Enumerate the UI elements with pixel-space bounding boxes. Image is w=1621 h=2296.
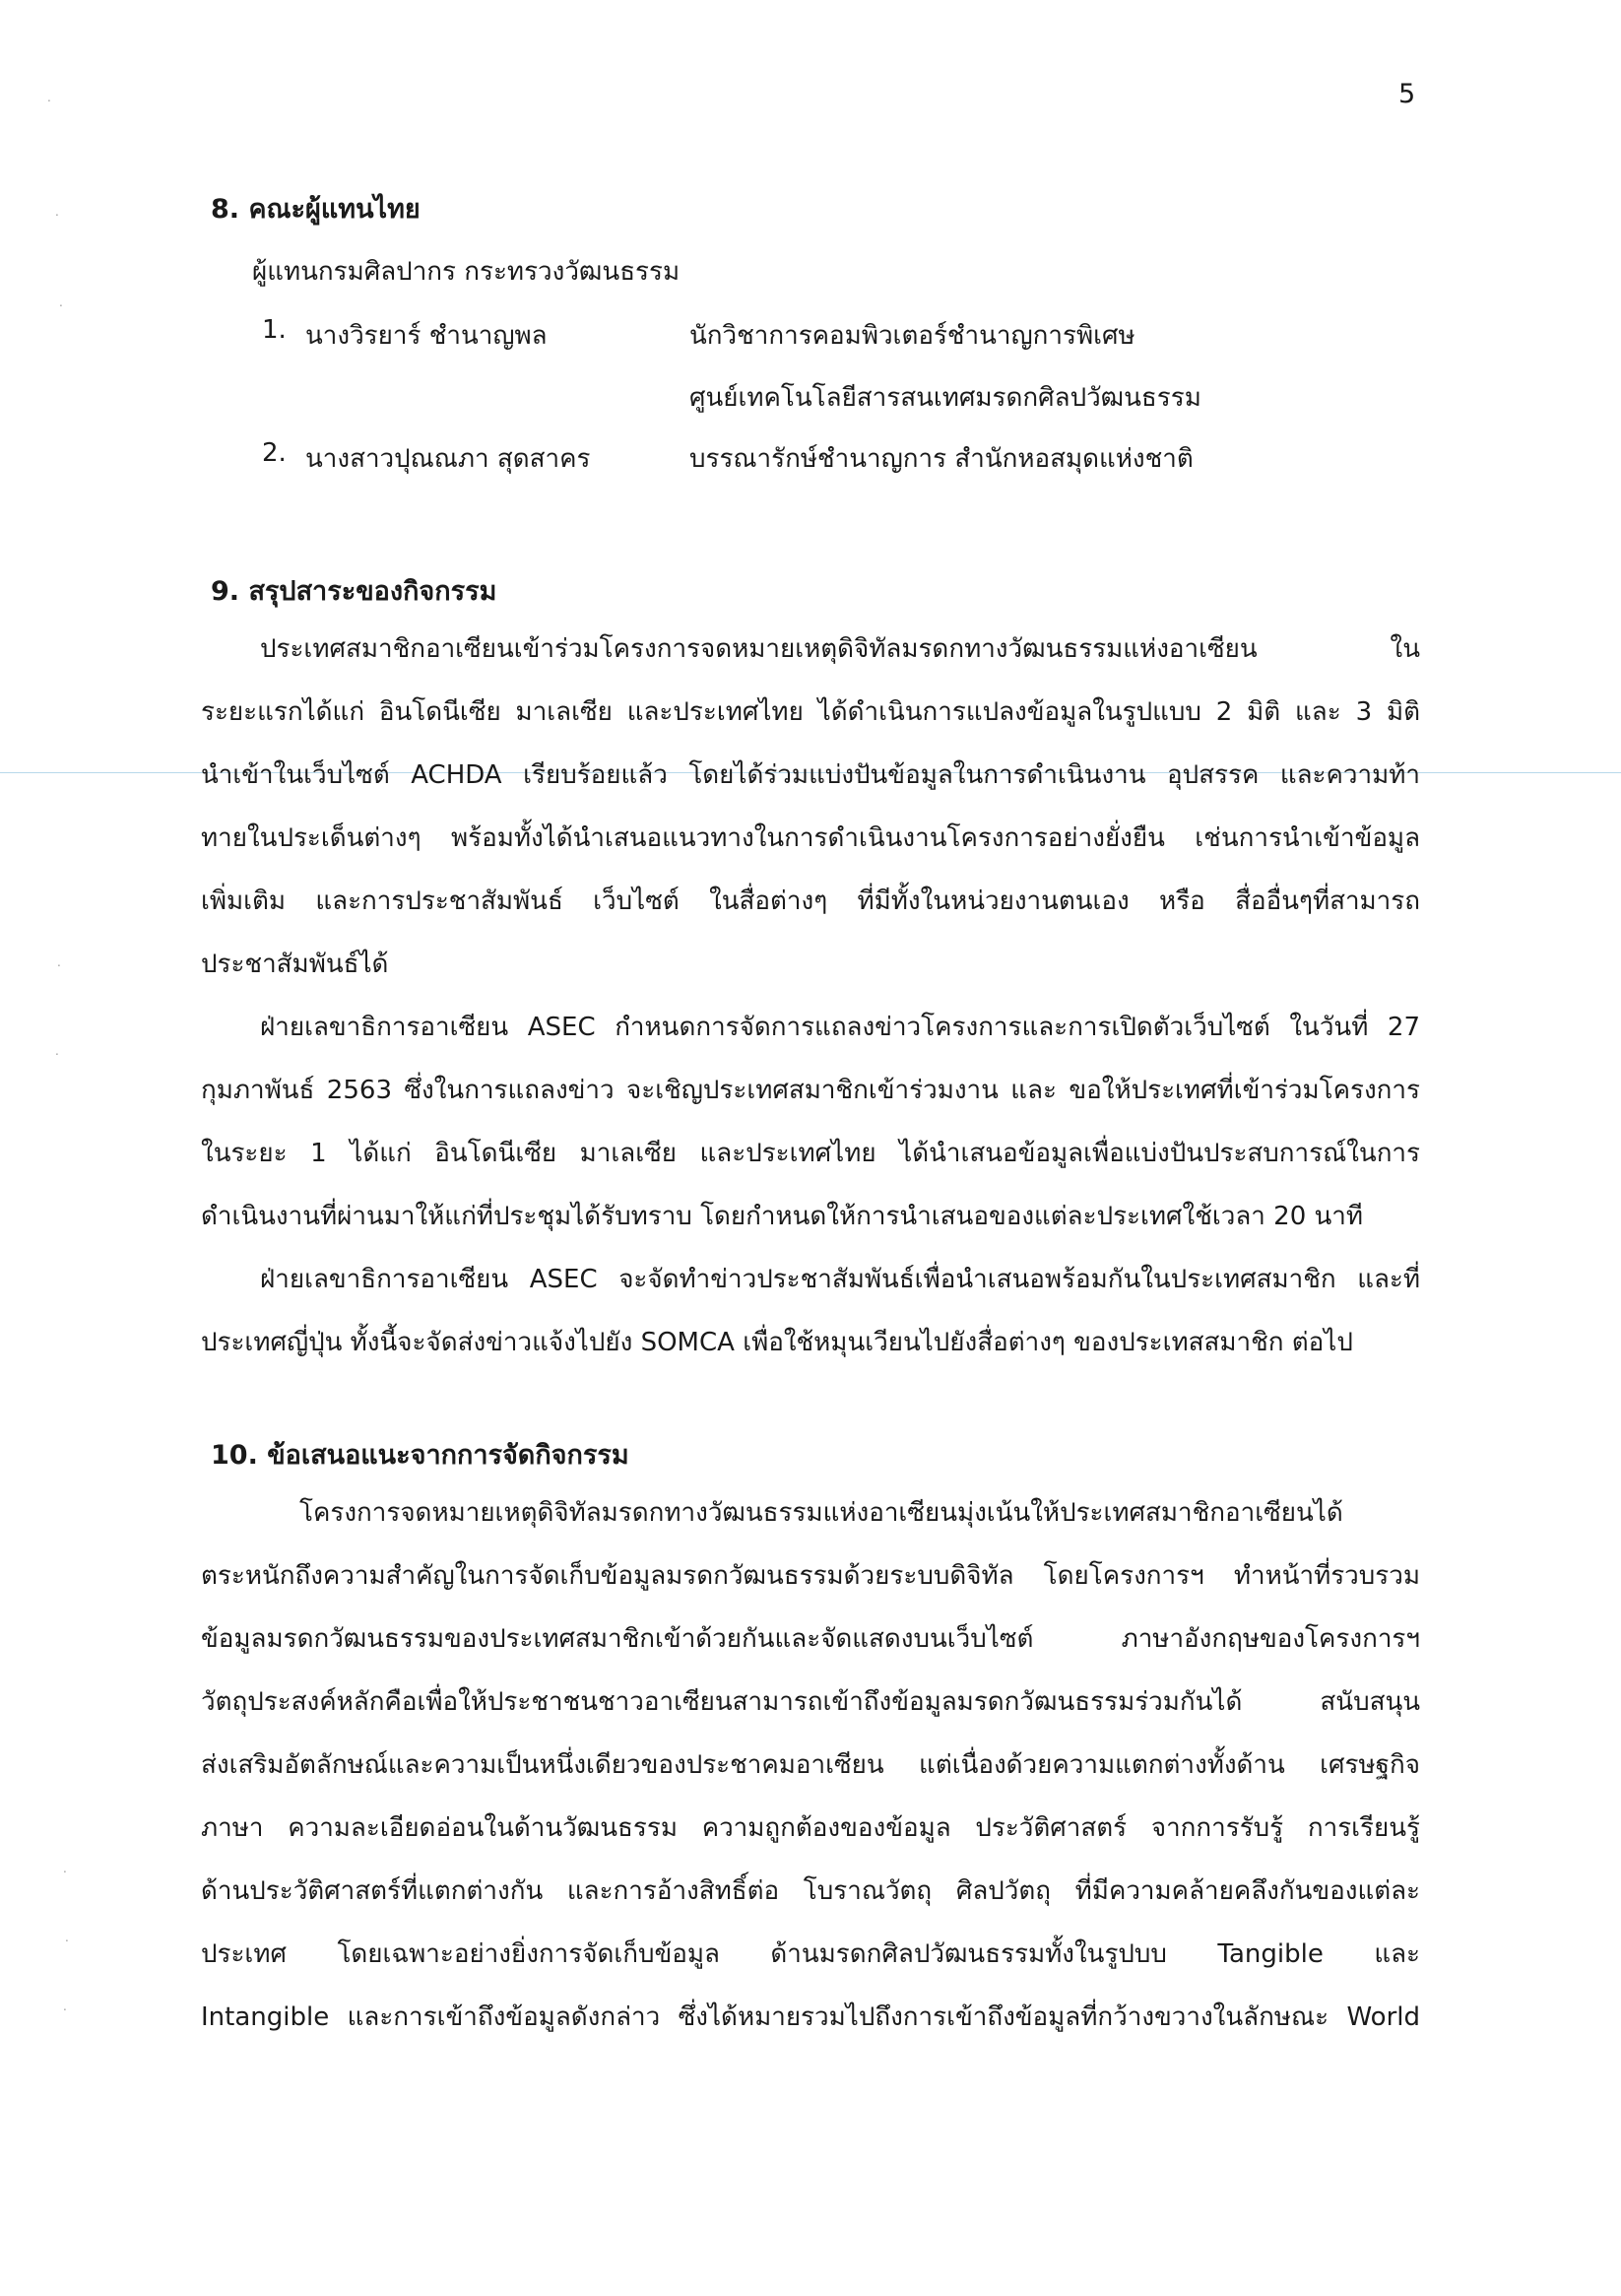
section-9-line: ฝ่ายเลขาธิการอาเซียน ASEC จะจัดทำข่าวประชาสัมพันธ์เพื่อนำเสนอพร้อมกันในประเทศสมาชิก และที่ xyxy=(260,1265,1420,1294)
member-name: นางสาวปุณณภา สุดสาคร xyxy=(305,444,591,474)
scan-speck: . xyxy=(57,955,61,969)
section-10-line: ส่งเสริมอัตลักษณ์และความเป็นหนึ่งเดียวของประชาคมอาเซียน แต่เนื่องด้วยความแตกต่างทั้งด้าน เศรษฐกิจ xyxy=(201,1750,1420,1780)
member-position: นักวิชาการคอมพิวเตอร์ชำนาญการพิเศษ xyxy=(689,321,1135,351)
scan-speck: . xyxy=(65,1931,69,1944)
scan-speck: . xyxy=(63,2000,67,2013)
member-index: 1. xyxy=(262,315,287,345)
section-10-line: ตระหนักถึงความสำคัญในการจัดเก็บข้อมูลมรดกวัฒนธรรมด้วยระบบดิจิทัล โดยโครงการฯ ทำหน้าที่รวบรวม xyxy=(201,1561,1420,1591)
section-9-heading: 9. สรุปสาระของกิจกรรม xyxy=(211,576,497,607)
section-10-line: Intangible และการเข้าถึงข้อมูลดังกล่าว ซึ่งได้หมายรวมไปถึงการเข้าถึงข้อมูลที่กว้างขวางในลักษณะ World xyxy=(201,2002,1420,2032)
page-number: 5 xyxy=(1398,79,1416,109)
section-8-org: ผู้แทนกรมศิลปากร กระทรวงวัฒนธรรม xyxy=(252,257,681,287)
section-10-line: ข้อมูลมรดกวัฒนธรรมของประเทศสมาชิกเข้าด้วยกันและจัดแสดงบนเว็บไซต์ ภาษาอังกฤษของโครงการฯ xyxy=(201,1624,1420,1654)
section-10-line: วัตถุประสงค์หลักคือเพื่อให้ประชาชนชาวอาเซียนสามารถเข้าถึงข้อมูลมรดกวัฒนธรรมร่วมกันได้ สนับสนุน xyxy=(201,1687,1420,1717)
section-10-heading: 10. ข้อเสนอแนะจากการจัดกิจกรรม xyxy=(211,1440,629,1471)
section-10-line: โครงการจดหมายเหตุดิจิทัลมรดกทางวัฒนธรรมแห่งอาเซียนมุ่งเน้นให้ประเทศสมาชิกอาเซียนได้ xyxy=(299,1498,1343,1528)
section-9-line: เพิ่มเติม และการประชาสัมพันธ์ เว็บไซต์ ในสื่อต่างๆ ที่มีทั้งในหน่วยงานตนเอง หรือ สื่ออื่นๆที่สามารถ xyxy=(201,886,1420,916)
section-9-line: ดำเนินงานที่ผ่านมาให้แก่ที่ประชุมได้รับทราบ โดยกำหนดให้การนำเสนอของแต่ละประเทศใช้เวลา 20 นาที xyxy=(201,1202,1364,1231)
section-9-line: นำเข้าในเว็บไซต์ ACHDA เรียบร้อยแล้ว โดยได้ร่วมแบ่งปันข้อมูลในการดำเนินงาน อุปสรรค และความท้า xyxy=(201,760,1420,790)
member-position: บรรณารักษ์ชำนาญการ สำนักหอสมุดแห่งชาติ xyxy=(689,444,1194,474)
section-10-line: ด้านประวัติศาสตร์ที่แตกต่างกัน และการอ้างสิทธิ์ต่อ โบราณวัตถุ ศิลปวัตถุ ที่มีความคล้ายคลึงกันของแต่ละ xyxy=(201,1876,1420,1906)
scan-speck: . xyxy=(55,1044,59,1058)
section-9-line: ประเทศญี่ปุ่น ทั้งนี้จะจัดส่งข่าวแจ้งไปยัง SOMCA เพื่อใช้หมุนเวียนไปยังสื่อต่างๆ ของประเทสสมาชิก ต่อไป xyxy=(201,1328,1353,1357)
section-9-line: ประเทศสมาชิกอาเซียนเข้าร่วมโครงการจดหมายเหตุดิจิทัลมรดกทางวัฒนธรรมแห่งอาเซียน ใน xyxy=(260,634,1420,664)
member-name: นางวิรยาร์ ชำนาญพล xyxy=(305,321,548,351)
member-position-line2: ศูนย์เทคโนโลยีสารสนเทศมรดกศิลปวัฒนธรรม xyxy=(689,383,1201,413)
section-9-line: ระยะแรกได้แก่ อินโดนีเซีย มาเลเซีย และประเทศไทย ได้ดำเนินการแปลงข้อมูลในรูปแบบ 2 มิติ และ 3 มิติ xyxy=(201,697,1420,727)
section-9-line: ทายในประเด็นต่างๆ พร้อมทั้งได้นำเสนอแนวทางในการดำเนินงานโครงการอย่างยั่งยืน เช่นการนำเข้าข้อมูล xyxy=(201,823,1420,853)
scan-speck: . xyxy=(63,1862,67,1875)
section-10-line: ภาษา ความละเอียดอ่อนในด้านวัฒนธรรม ความถูกต้องของข้อมูล ประวัติศาสตร์ จากการรับรู้ การเรียนรู้ xyxy=(201,1813,1420,1843)
scan-speck: . xyxy=(47,91,51,104)
section-9-line: กุมภาพันธ์ 2563 ซึ่งในการแถลงข่าว จะเชิญประเทศสมาชิกเข้าร่วมงาน และ ขอให้ประเทศที่เข้าร่วมโครงการ xyxy=(201,1076,1420,1105)
section-8-heading: 8. คณะผู้แทนไทย xyxy=(211,194,421,225)
member-index: 2. xyxy=(262,438,287,468)
section-10-line: ประเทศ โดยเฉพาะอย่างยิ่งการจัดเก็บข้อมูล ด้านมรดกศิลปวัฒนธรรมทั้งในรูปบบ Tangible และ xyxy=(201,1939,1420,1969)
scan-speck: . xyxy=(59,295,63,309)
section-9-line: ประชาสัมพันธ์ได้ xyxy=(201,950,389,979)
section-9-line: ฝ่ายเลขาธิการอาเซียน ASEC กำหนดการจัดการแถลงข่าวโครงการและการเปิดตัวเว็บไซต์ ในวันที่ 27 xyxy=(260,1013,1420,1042)
section-9-line: ในระยะ 1 ได้แก่ อินโดนีเซีย มาเลเซีย และประเทศไทย ได้นำเสนอข้อมูลเพื่อแบ่งปันประสบการณ์ในการ xyxy=(201,1139,1420,1168)
scan-speck: . xyxy=(55,205,59,219)
